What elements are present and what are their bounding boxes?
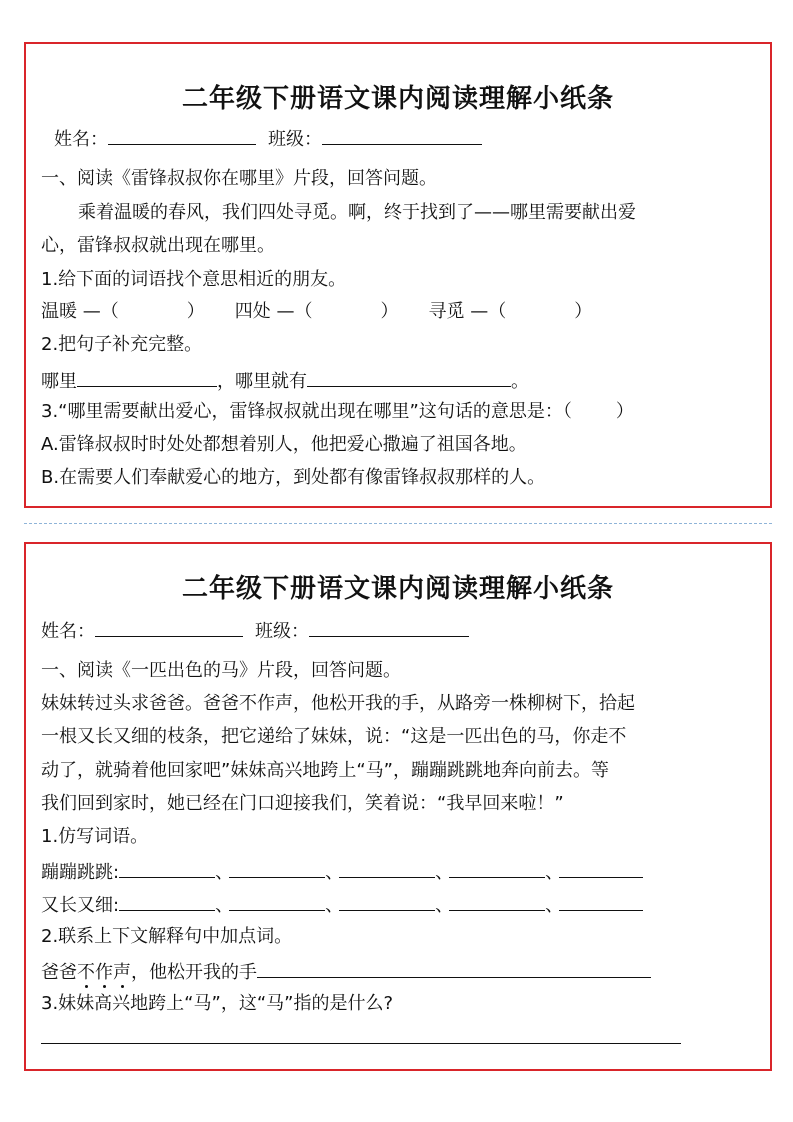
card1-passage-line: 心，雷锋叔叔就出现在哪里。 [41, 235, 275, 256]
dotted-char: 声 [113, 962, 131, 983]
answer-blank[interactable] [307, 370, 511, 387]
answer-blank[interactable] [119, 861, 215, 878]
name-label: 姓名： [54, 129, 108, 150]
card1-title: 二年级下册语文课内阅读理解小纸条 [181, 84, 614, 114]
class-blank[interactable] [309, 620, 469, 637]
card1-question-2: 2.把句子补充完整。 [41, 334, 203, 355]
word-wennuan: 温暖 —（ [41, 301, 119, 322]
card2-question-2: 2.联系上下文解释句中加点词。 [41, 926, 293, 947]
card2-imitate-row-2: 又长又细: 、 、 、 、 [41, 894, 760, 915]
class-label: 班级： [268, 129, 322, 150]
worksheet-card-1 [24, 42, 772, 508]
card1-complete-sentence-row: 哪里 ，哪里就有 。 [41, 371, 529, 392]
card2-passage-line: 妹妹转过头求爸爸。爸爸不作声，他松开我的手，从路旁一株柳树下，拾起 [41, 693, 635, 714]
card2-title: 二年级下册语文课内阅读理解小纸条 [181, 574, 614, 604]
card1-question-3: 3.“哪里需要献出爱心，雷锋叔叔就出现在哪里”这句话的意思是：（ ） [41, 401, 634, 422]
card2-passage-line: 动了，就骑着他回家吧”妹妹高兴地跨上“马”，蹦蹦跳跳地奔向前去。等 [41, 760, 609, 781]
card1-option-a: A.雷锋叔叔时时处处都想着别人，他把爱心撒遍了祖国各地。 [41, 434, 527, 455]
answer-blank[interactable] [77, 370, 217, 387]
answer-blank[interactable] [559, 861, 643, 878]
answer-blank[interactable] [229, 861, 325, 878]
answer-blank[interactable] [119, 894, 215, 911]
class-label: 班级： [255, 621, 309, 642]
answer-blank[interactable] [449, 861, 545, 878]
name-label: 姓名： [41, 621, 95, 642]
card1-section-heading: 一、阅读《雷锋叔叔你在哪里》片段，回答问题。 [41, 168, 437, 189]
answer-blank[interactable] [559, 894, 643, 911]
word-xunmi: 寻觅 —（ [428, 301, 507, 322]
card2-explain-row: 爸爸不作声，他松开我的手 [41, 961, 760, 982]
answer-blank[interactable] [229, 894, 325, 911]
dotted-char: 不 [77, 962, 95, 983]
card1-option-b: B.在需要人们奉献爱心的地方，到处都有像雷锋叔叔那样的人。 [41, 467, 546, 488]
card1-synonym-row: 温暖 —（ ） 四处 —（ ） 寻觅 —（ ） [41, 301, 593, 322]
dashed-cut-line [24, 523, 772, 524]
word-sichu: 四处 —（ [234, 301, 313, 322]
answer-blank[interactable] [339, 894, 435, 911]
class-blank[interactable] [322, 128, 482, 145]
card2-name-class-row [41, 620, 760, 641]
card1-name-class-row [54, 128, 760, 149]
card2-passage-line: 我们回到家时，她已经在门口迎接我们，笑着说：“我早回来啦！” [41, 793, 564, 814]
answer-blank[interactable] [339, 861, 435, 878]
card2-passage-line: 一根又长又细的枝条，把它递给了妹妹，说：“这是一匹出色的马，你走不 [41, 726, 627, 747]
card1-passage-line: 乘着温暖的春风，我们四处寻觅。啊，终于找到了——哪里需要献出爱 [78, 202, 636, 223]
answer-blank[interactable] [257, 961, 651, 978]
answer-blank[interactable] [449, 894, 545, 911]
name-blank[interactable] [108, 128, 256, 145]
card2-section-heading: 一、阅读《一匹出色的马》片段，回答问题。 [41, 660, 401, 681]
card2-imitate-row-1: 蹦蹦跳跳: 、 、 、 、 [41, 861, 760, 882]
name-blank[interactable] [95, 620, 243, 637]
answer-line[interactable] [41, 1043, 681, 1044]
dotted-char: 作 [95, 962, 113, 983]
card2-question-1: 1.仿写词语。 [41, 826, 149, 847]
card2-question-3: 3.妹妹高兴地跨上“马”，这“马”指的是什么? [41, 993, 394, 1014]
card1-question-1: 1.给下面的词语找个意思相近的朋友。 [41, 269, 347, 290]
worksheet-card-2 [24, 542, 772, 1071]
